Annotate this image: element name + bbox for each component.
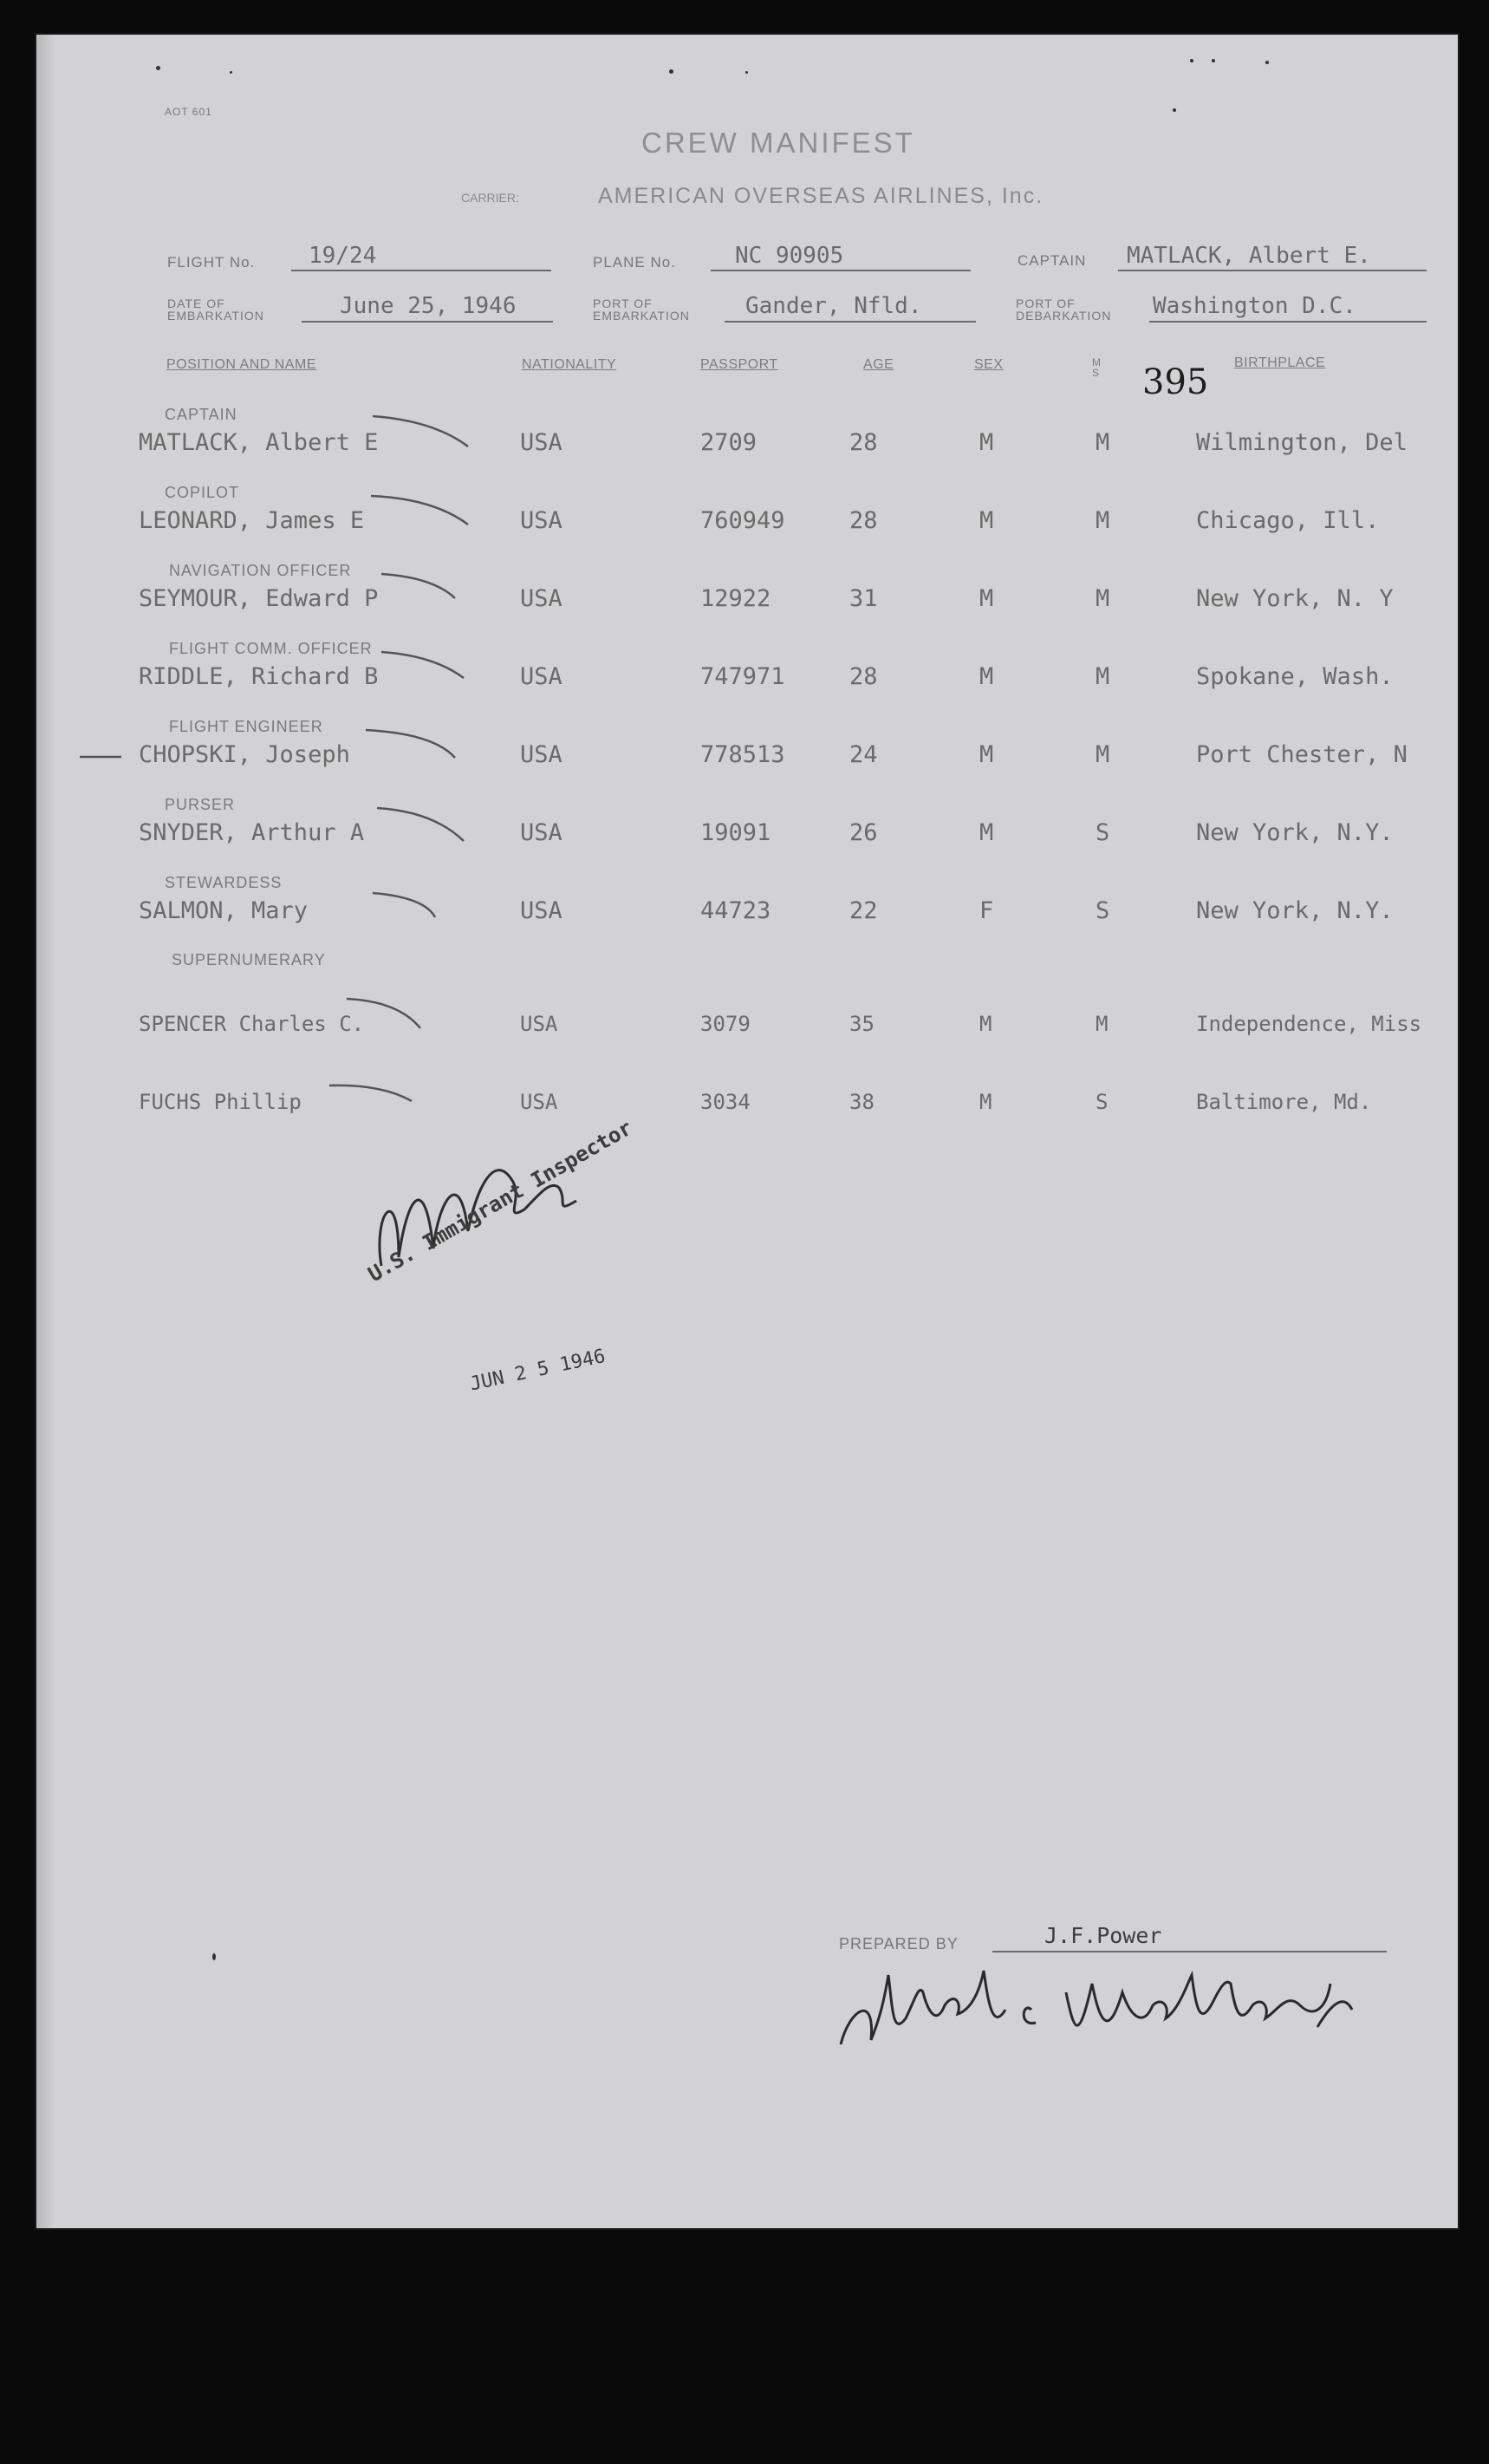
cell-ms: S — [1096, 897, 1110, 924]
cell-sex: M — [979, 429, 994, 456]
col-passport: PASSPORT — [700, 357, 778, 372]
position-title: SUPERNUMERARY — [172, 951, 326, 968]
position-title: STEWARDESS — [165, 874, 283, 891]
cell-ms: S — [1096, 1090, 1109, 1114]
cell-name: SNYDER, Arthur A — [139, 819, 365, 846]
cell-sex: M — [979, 741, 994, 768]
check-mark-7 — [373, 893, 435, 917]
col-age: AGE — [863, 357, 894, 372]
col-nationality: NATIONALITY — [522, 357, 617, 372]
carrier-label: CARRIER: — [461, 191, 519, 205]
embarkation-date: June 25, 1946 — [340, 293, 517, 319]
cell-sex: F — [979, 897, 994, 924]
cell-passport: 44723 — [700, 897, 771, 924]
cell-passport: 12922 — [700, 585, 771, 612]
check-mark-3 — [381, 574, 455, 598]
captain-signature-icon — [832, 1958, 1378, 2070]
cell-sex: M — [979, 1012, 992, 1036]
cell-age: 22 — [849, 897, 878, 924]
check-mark-5 — [366, 730, 455, 758]
page-number: 395 — [1142, 362, 1209, 402]
plane-label: PLANE No. — [593, 254, 676, 271]
cell-name: RIDDLE, Richard B — [139, 663, 379, 690]
check-mark-4 — [381, 652, 464, 678]
cell-passport: 747971 — [700, 663, 785, 690]
cell-nationality: USA — [520, 741, 562, 768]
cell-age: 35 — [849, 1012, 875, 1036]
cell-nationality: USA — [520, 1012, 558, 1036]
cell-name: CHOPSKI, Joseph — [139, 741, 350, 768]
cell-birthplace: New York, N. Y — [1196, 585, 1394, 612]
cell-passport: 19091 — [700, 819, 771, 846]
cell-nationality: USA — [520, 663, 562, 690]
cell-birthplace: Baltimore, Md. — [1196, 1090, 1372, 1114]
cell-nationality: USA — [520, 819, 562, 846]
cell-passport: 2709 — [700, 429, 758, 456]
col-sex: SEX — [974, 357, 1004, 372]
cell-ms: M — [1096, 1012, 1109, 1036]
prepared-by-label: PREPARED BY — [839, 1935, 959, 1952]
cell-ms: M — [1096, 585, 1110, 612]
cell-passport: 3034 — [700, 1090, 751, 1114]
cell-age: 28 — [849, 663, 878, 690]
cell-nationality: USA — [520, 1090, 558, 1114]
captain-name: MATLACK, Albert E. — [1127, 243, 1371, 269]
check-mark-6 — [377, 808, 464, 841]
check-mark-8 — [347, 999, 420, 1028]
cell-birthplace: New York, N.Y. — [1196, 819, 1394, 846]
cell-sex: M — [979, 507, 994, 534]
position-title: FLIGHT ENGINEER — [169, 718, 323, 735]
prepared-by-underline — [992, 1951, 1387, 1952]
cell-name: SEYMOUR, Edward P — [139, 585, 379, 612]
cell-nationality: USA — [520, 897, 562, 924]
cell-birthplace: Spokane, Wash. — [1196, 663, 1394, 690]
cell-ms: M — [1096, 741, 1110, 768]
cell-ms: M — [1096, 507, 1110, 534]
cell-ms: M — [1096, 429, 1110, 456]
cell-sex: M — [979, 585, 994, 612]
plane-number: NC 90905 — [735, 243, 844, 269]
inspection-date-stamp: JUN 2 5 1946 — [468, 1345, 608, 1396]
cell-birthplace: Wilmington, Del — [1196, 429, 1408, 456]
cell-name: FUCHS Phillip — [139, 1090, 302, 1114]
carrier-name: AMERICAN OVERSEAS AIRLINES, Inc. — [598, 184, 1044, 208]
captain-label: CAPTAIN — [1018, 252, 1087, 269]
port-embarkation-label: PORT OF EMBARKATION — [593, 297, 690, 323]
page-title: CREW MANIFEST — [641, 127, 915, 159]
cell-name: SALMON, Mary — [139, 897, 309, 924]
cell-birthplace: New York, N.Y. — [1196, 897, 1394, 924]
cell-age: 24 — [849, 741, 878, 768]
position-title: COPILOT — [165, 484, 240, 501]
cell-sex: M — [979, 1090, 992, 1114]
position-title: CAPTAIN — [165, 406, 237, 423]
col-position-name: POSITION AND NAME — [166, 357, 316, 372]
cell-passport: 3079 — [700, 1012, 751, 1036]
cell-name: SPENCER Charles C. — [139, 1012, 365, 1036]
port-debarkation-label: PORT OF DEBARKATION — [1016, 297, 1112, 323]
prepared-by-name: J.F.Power — [1044, 1923, 1162, 1948]
date-label: DATE OF EMBARKATION — [167, 297, 264, 323]
cell-age: 31 — [849, 585, 878, 612]
check-mark-2 — [371, 496, 468, 525]
port-embarkation: Gander, Nfld. — [745, 293, 922, 319]
flight-number: 19/24 — [309, 243, 377, 269]
cell-sex: M — [979, 819, 994, 846]
cell-sex: M — [979, 663, 994, 690]
flight-label: FLIGHT No. — [167, 254, 256, 271]
position-title: FLIGHT COMM. OFFICER — [169, 640, 373, 657]
cell-ms: M — [1096, 663, 1110, 690]
cell-name: LEONARD, James E — [139, 507, 365, 534]
inspector-stamp: U.S. Immigrant Inspector — [364, 1115, 637, 1287]
cell-age: 26 — [849, 819, 878, 846]
cell-nationality: USA — [520, 585, 562, 612]
cell-name: MATLACK, Albert E — [139, 429, 379, 456]
cell-nationality: USA — [520, 507, 562, 534]
cell-birthplace: Independence, Miss — [1196, 1012, 1422, 1036]
cell-nationality: USA — [520, 429, 562, 456]
cell-passport: 778513 — [700, 741, 785, 768]
col-birthplace: BIRTHPLACE — [1234, 355, 1326, 370]
port-debarkation: Washington D.C. — [1153, 293, 1356, 319]
position-title: NAVIGATION OFFICER — [169, 562, 352, 579]
cell-ms: S — [1096, 819, 1110, 846]
cell-birthplace: Port Chester, N — [1196, 741, 1408, 768]
cell-passport: 760949 — [700, 507, 785, 534]
check-mark-1 — [373, 416, 468, 447]
check-mark-9 — [329, 1085, 412, 1101]
col-marital-status: M S — [1092, 356, 1102, 379]
cell-age: 28 — [849, 429, 878, 456]
cell-age: 28 — [849, 507, 878, 534]
cell-age: 38 — [849, 1090, 875, 1114]
position-title: PURSER — [165, 796, 236, 813]
form-code: AOT 601 — [165, 106, 212, 118]
cell-birthplace: Chicago, Ill. — [1196, 507, 1380, 534]
